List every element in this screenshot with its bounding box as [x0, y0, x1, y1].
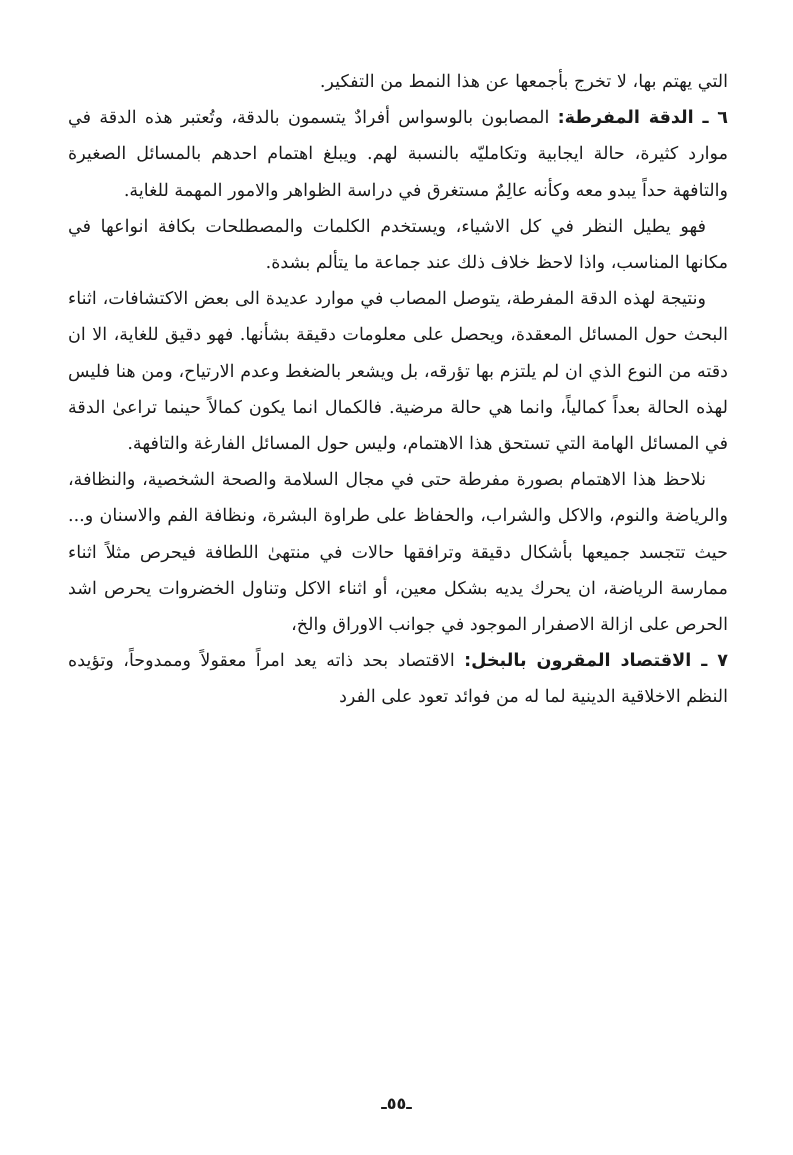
paragraph-5	[68, 462, 728, 643]
page-body	[68, 64, 728, 716]
paragraph-1	[68, 64, 728, 100]
section-7-paragraph	[68, 643, 728, 715]
paragraph-1-text: التي يهتم بها، لا تخرج بأجمعها عن هذا النمط من التفكير.	[319, 72, 728, 92]
paragraph-3	[68, 209, 728, 281]
paragraph-3-text: فهو يطيل النظر في كل الاشياء، ويستخدم الكلمات والمصطلحات بكافة انواعها في مكانها المناسب، واذا لاحظ خلاف ذلك عند جماعة ما يتألم بشدة.	[68, 216, 728, 274]
section-6-heading: ٦ ـ الدقة المفرطة:	[557, 108, 728, 129]
paragraph-5-text: نلاحظ هذا الاهتمام بصورة مفرطة حتى في مجال السلامة والصحة الشخصية، والنظافة، والرياضة والنوم، والاكل والشراب، والحفاظ على طراوة البشرة، ونظافة الفم والاسنان و... حيث تتجسد جميعها بأشكال دقيقة وترافقها حالات في منتهىٰ اللطافة فيحرص مثلاً اثناء ممارسة الرياضة، ان يحرك يديه بشكل معين، أو اثناء الاكل وتناول الخضروات يحرص اشد الحرص على ازالة الاصفرار الموجود في جوانب الاوراق والخ،	[68, 470, 728, 636]
page-number: ـ٥٥ـ	[381, 1094, 412, 1113]
section-7-text: الاقتصاد بحد ذاته يعد امراً معقولاً وممدوحاً، وتؤيده النظم الاخلاقية الدينية لما له من فوائد تعود على الفرد	[68, 651, 728, 708]
paragraph-4-text: ونتيجة لهذه الدقة المفرطة، يتوصل المصاب في موارد عديدة الى بعض الاكتشافات، اثناء البحث حول المسائل المعقدة، ويحصل على معلومات دقيقة بشأنها. فهو دقيق للغاية، الا ان دقته من النوع الذي ان لم يلتزم بها تؤرقه، بل ويشعر بالضغط وعدم الارتياح، ومن هنا فليس لهذه الحالة بعداً كمالياً، وانما هي حالة مرضية. فالكمال انما يكون كمالاً حينما تراعىٰ الدقة في المسائل الهامة التي تستحق هذا الاهتمام، وليس حول المسائل الفارغة والتافهة.	[68, 289, 728, 455]
section-6-paragraph	[68, 100, 728, 209]
section-7-heading: ٧ ـ الاقتصاد المقرون بالبخل:	[464, 651, 728, 672]
section-6-text: المصابون بالوسواس أفرادٌ يتسمون بالدقة، وتُعتبر هذه الدقة في موارد كثيرة، حالة ايجابية وتكامليّه بالنسبة لهم. ويبلغ اهتمام احدهم بالمسائل الصغيرة والتافهة حداً يبدو معه وكأنه عالِمٌ مستغرق في دراسة الظواهر والامور المهمة للغاية.	[68, 108, 728, 201]
paragraph-4	[68, 281, 728, 462]
